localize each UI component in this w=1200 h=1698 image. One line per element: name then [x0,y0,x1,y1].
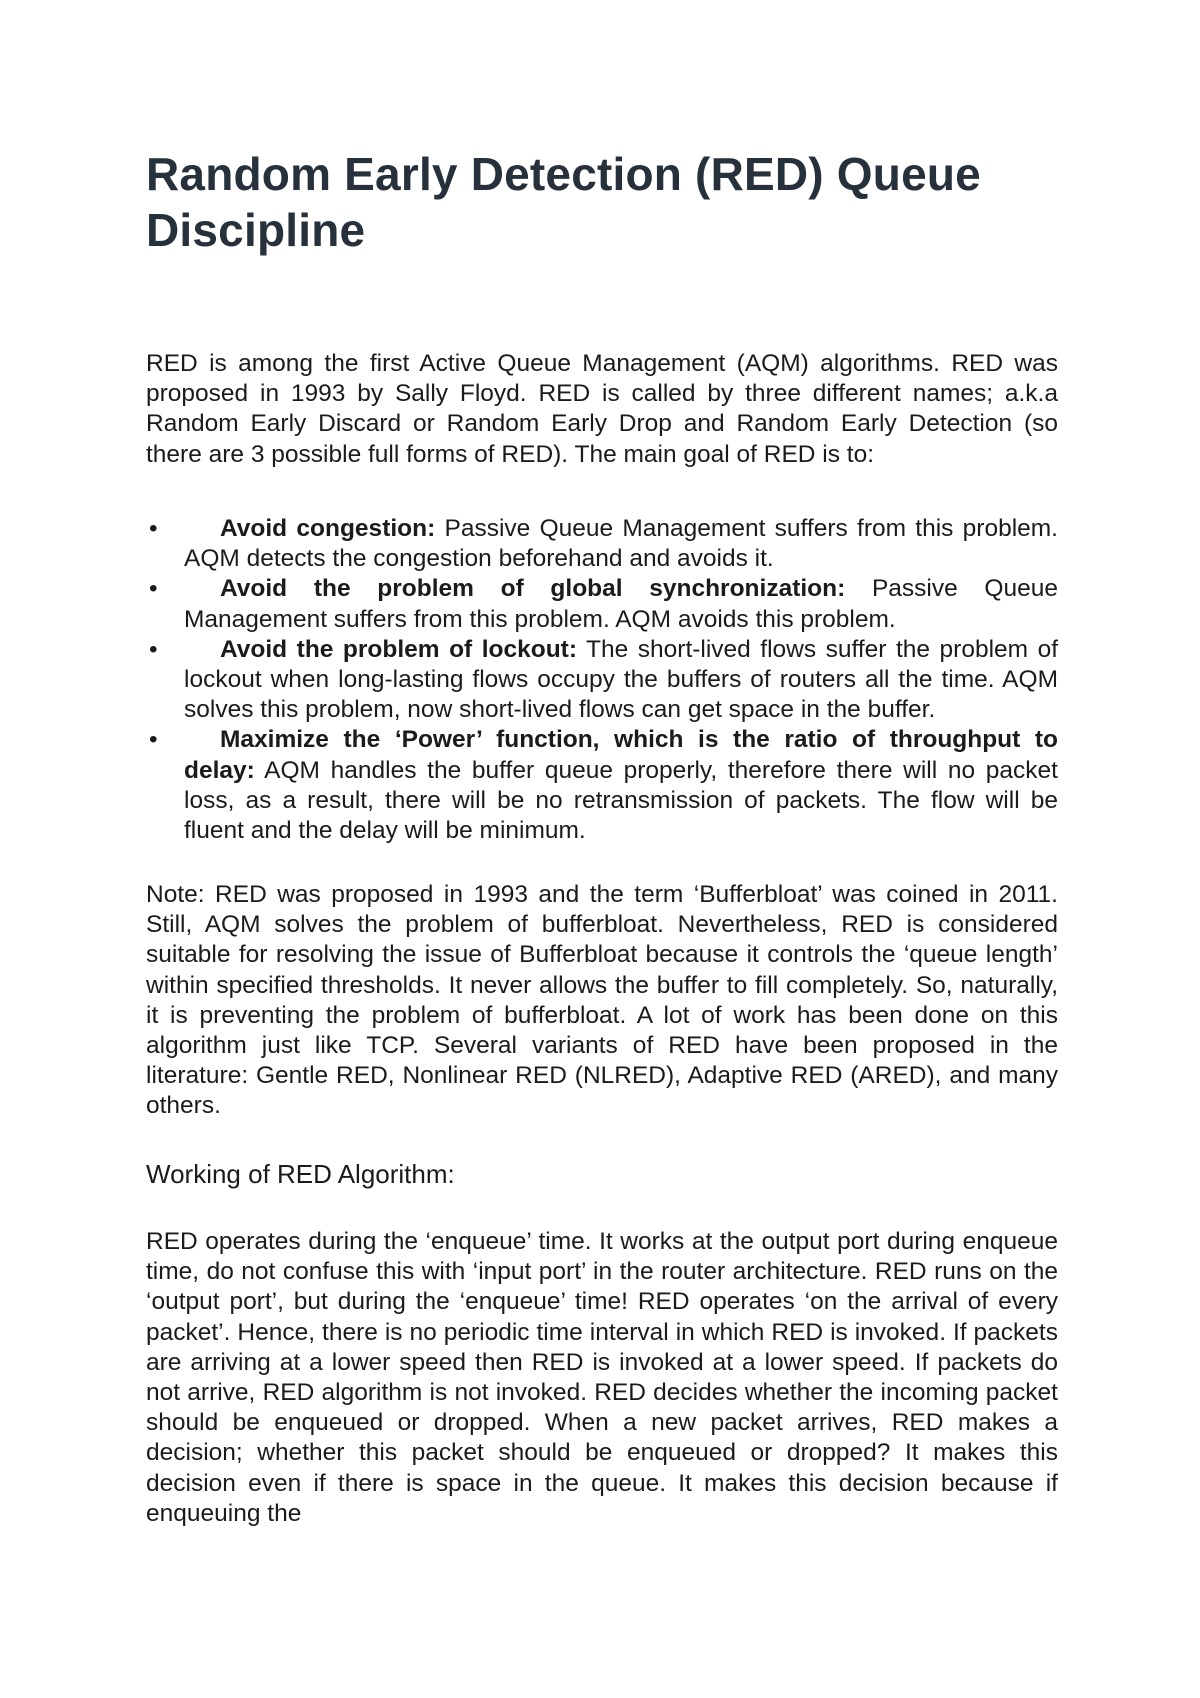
section-heading: Working of RED Algorithm: [146,1159,455,1189]
bullet-term: Avoid congestion: [220,515,436,542]
bullet-term: Avoid the problem of global synchronization: [220,575,846,603]
bullet-term: Avoid the problem of lockout: [220,635,577,663]
page-title: Random Early Detection (RED) Queue Discipline [146,148,981,256]
bullet-text: AQM handles the buffer queue properly, therefore there will no packet loss, as a result, there will be no retransmission of packets. The flow will be fluent and the delay will be minimum. [184,756,1058,845]
goals-list [146,514,1058,846]
bullet-text: Passive Queue Management suffers from this problem. AQM avoids this problem. [184,575,1058,633]
intro-paragraph: RED is among the first Active Queue Management (AQM) algorithms. RED was proposed in 1993 by Sally Floyd. RED is called by three different names; a.k.a Random Early Discard or Random Early Drop and Random Early Detection (so there are 3 possible full forms of RED). The main goal of RED is to: [146,350,1058,468]
bullet-icon: • [149,726,158,754]
list-item [146,725,1058,846]
list-item [146,635,1058,726]
bullet-text: The short-lived flows suffer the problem of lockout when long-lasting flows occupy the buffers of routers all the time. AQM solves this problem, now short-lived flows can get space in the buffer. [184,635,1058,724]
list-item [146,514,1058,574]
bullet-icon: • [149,635,158,663]
bullet-term: Maximize the ‘Power’ function, which is the ratio of throughput to delay: [184,726,1058,784]
working-paragraph: RED operates during the ‘enqueue’ time. It works at the output port during enqueue time, do not confuse this with ‘input port’ in the router architecture. RED runs on the ‘output port’, but during the ‘enqueue’ time! RED operates ‘on the arrival of every packet’. Hence, there is no periodic time interval in which RED is invoked. If packets are arriving at a lower speed then RED is invoked at a lower speed. If packets do not arrive, RED algorithm is not invoked. RED decides whether the incoming packet should be enqueued or dropped. When a new packet arrives, RED makes a decision; whether this packet should be enqueued or dropped? It makes this decision even if there is space in the queue. It makes this decision because if enqueuing the [146,1228,1058,1527]
bullet-text: Passive Queue Management suffers from this problem. AQM detects the congestion beforehand and avoids it. [184,515,1058,573]
list-item [146,574,1058,634]
bullet-icon: • [149,515,158,542]
bullet-icon: • [149,575,158,603]
note-paragraph: Note: RED was proposed in 1993 and the term ‘Bufferbloat’ was coined in 2011. Still, AQM solves the problem of bufferbloat. Nevertheless, RED is considered suitable for resolving the issue of Bufferbloat because it controls the ‘queue length’ within specified thresholds. It never allows the buffer to fill completely. So, naturally, it is preventing the problem of bufferbloat. A lot of work has been done on this algorithm just like TCP. Several variants of RED have been proposed in the literature: Gentle RED, Nonlinear RED (NLRED), Adaptive RED (ARED), and many others. [146,881,1058,1120]
